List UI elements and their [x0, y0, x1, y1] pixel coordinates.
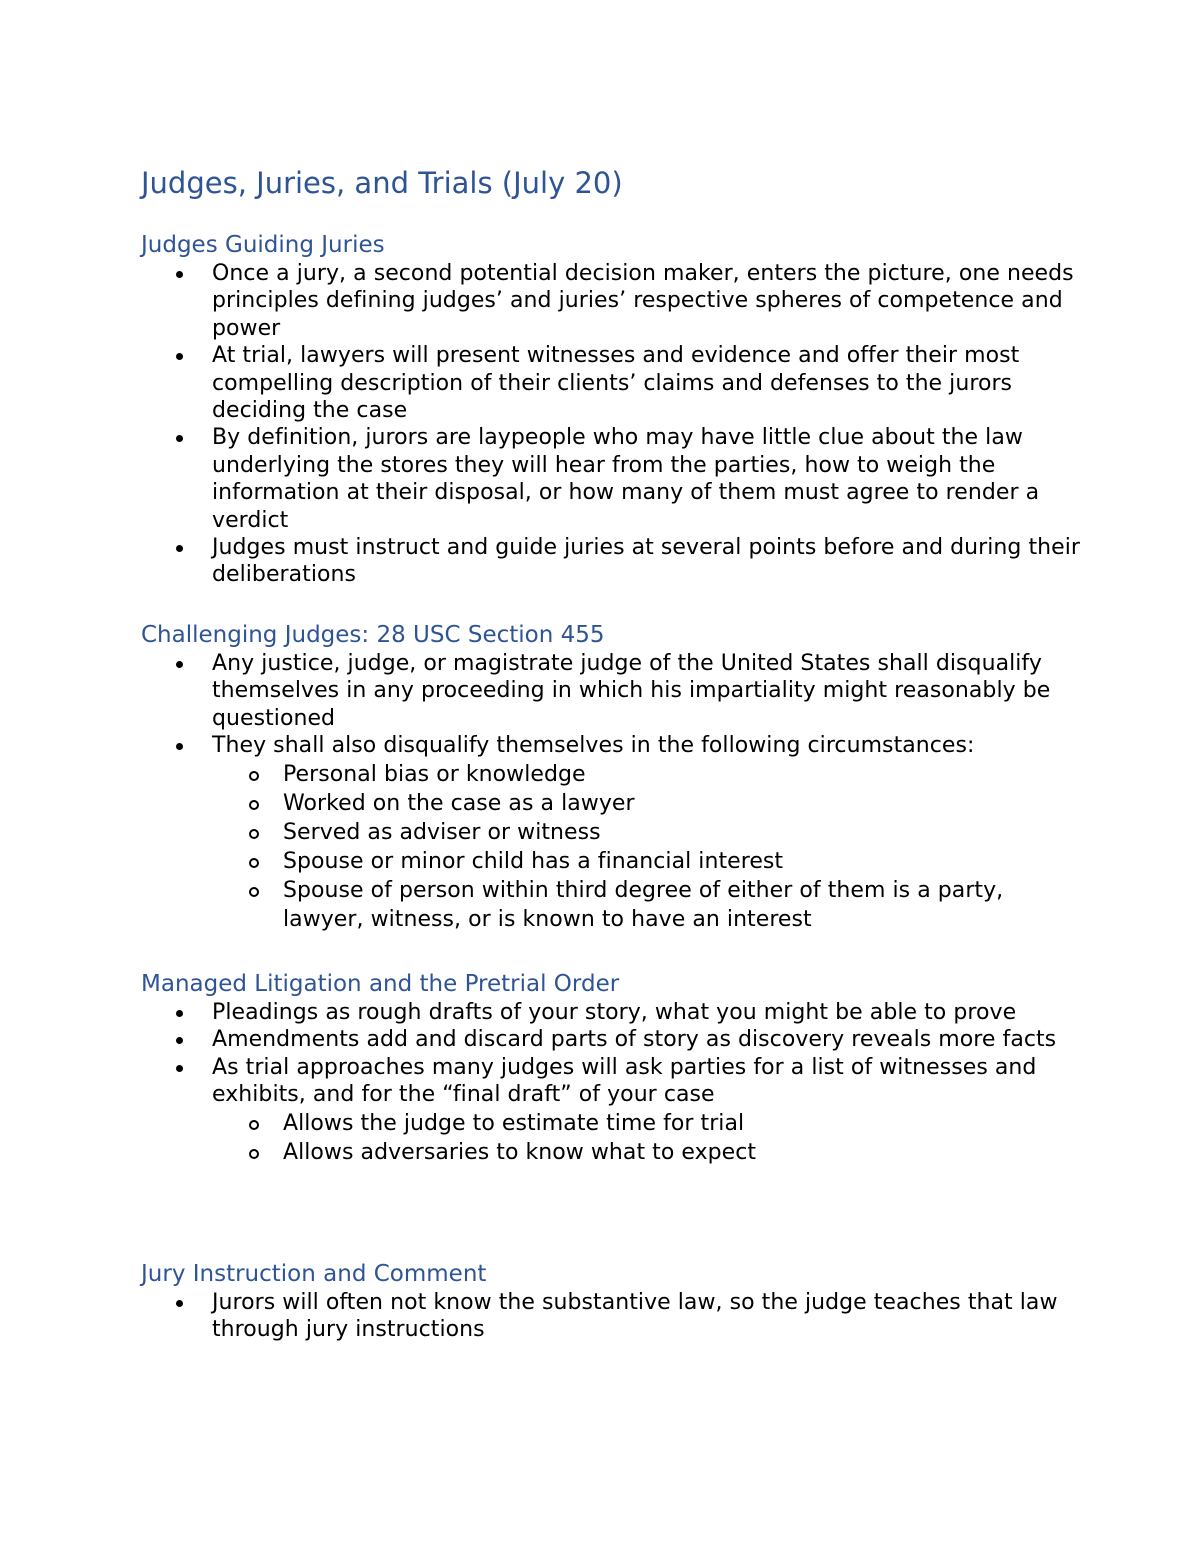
sub-list-item-text: Worked on the case as a lawyer: [283, 790, 635, 816]
sub-list-item-text: Personal bias or knowledge: [283, 761, 586, 787]
bullet-list: [141, 1289, 1081, 1344]
bullet-list: [141, 260, 1081, 589]
list-item: [141, 1054, 1081, 1167]
list-item: [141, 534, 1081, 589]
hollow-bullet-icon: [249, 829, 259, 839]
hollow-bullet-icon: [249, 1120, 259, 1130]
bullet-list: [141, 999, 1081, 1167]
sub-list-item: [212, 789, 1081, 818]
list-item-text: They shall also disqualify themselves in the following circumstances:: [212, 733, 975, 759]
list-item-text: Amendments add and discard parts of story as discovery reveals more facts: [212, 1027, 1057, 1053]
hollow-bullet-icon: [249, 1149, 259, 1159]
sub-list-item: [212, 876, 1081, 934]
list-item: [141, 424, 1081, 534]
list-item-text: Jurors will often not know the substantive law, so the judge teaches that law through jury instructions: [212, 1290, 1058, 1343]
section-heading: Jury Instruction and Comment: [141, 1261, 487, 1287]
bullet-icon: [176, 1010, 183, 1017]
list-item-text: Once a jury, a second potential decision maker, enters the picture, one needs principles defining judges’ and juries’ respective spheres of competence and power: [212, 261, 1074, 341]
sub-list-item: [212, 1109, 1081, 1138]
list-item: [141, 1289, 1081, 1344]
section-judges-guiding-juries: [141, 230, 1081, 589]
list-item-text: As trial approaches many judges will ask parties for a list of witnesses and exhibits, and for the “final draft” of your case: [212, 1054, 1037, 1108]
list-item: [141, 342, 1081, 424]
hollow-bullet-icon: [249, 858, 259, 868]
list-item: [141, 260, 1081, 342]
bullet-icon: [176, 1037, 183, 1044]
section-challenging-judges: [141, 620, 1081, 934]
bullet-icon: [176, 1065, 183, 1072]
hollow-bullet-icon: [249, 887, 259, 897]
list-item-text: At trial, lawyers will present witnesses and evidence and offer their most compelling description of their clients’ claims and defenses to the jurors deciding the case: [212, 343, 1020, 424]
list-item-text: Pleadings as rough drafts of your story, what you might be able to prove: [212, 1000, 1017, 1025]
sub-list-item-text: Spouse of person within third degree of either of them is a party, lawyer, witness, or is known to have an interest: [283, 877, 1004, 932]
list-item: [141, 650, 1081, 732]
sub-list-item: [212, 818, 1081, 847]
hollow-bullet-icon: [249, 800, 259, 810]
bullet-icon: [176, 743, 183, 750]
section-heading: Challenging Judges: 28 USC Section 455: [141, 622, 605, 648]
list-item-text: By definition, jurors are laypeople who may have little clue about the law underlying the stores they will hear from the parties, how to weigh the information at their disposal, or how many of them must agree to render a verdict: [212, 425, 1040, 533]
bullet-icon: [176, 271, 183, 278]
sub-list-item-text: Spouse or minor child has a financial interest: [283, 848, 784, 874]
sub-bullet-list: [212, 760, 1081, 934]
bullet-list: [141, 650, 1081, 934]
sub-list-item: [212, 760, 1081, 789]
bullet-icon: [176, 661, 183, 668]
list-item-text: Judges must instruct and guide juries at several points before and during their deliberations: [212, 535, 1080, 588]
sub-list-item-text: Allows adversaries to know what to expect: [283, 1139, 757, 1165]
list-item: [141, 1026, 1081, 1053]
bullet-icon: [176, 1300, 183, 1307]
sub-list-item-text: Served as adviser or witness: [283, 819, 601, 845]
sub-list-item: [212, 847, 1081, 876]
section-managed-litigation: [141, 969, 1081, 1167]
bullet-icon: [176, 545, 183, 552]
bullet-icon: [176, 353, 183, 360]
bullet-icon: [176, 435, 183, 442]
document-title: Judges, Juries, and Trials (July 20): [141, 166, 623, 200]
list-item: [141, 999, 1081, 1026]
section-heading: Judges Guiding Juries: [141, 232, 385, 258]
section-heading: Managed Litigation and the Pretrial Order: [141, 971, 620, 997]
list-item-text: Any justice, judge, or magistrate judge of the United States shall disqualify themselves in any proceeding in which his impartiality might reasonably be questioned: [212, 651, 1051, 731]
list-item: [141, 732, 1081, 933]
hollow-bullet-icon: [249, 771, 259, 781]
sub-list-item: [212, 1138, 1081, 1167]
sub-list-item-text: Allows the judge to estimate time for trial: [283, 1110, 745, 1136]
section-jury-instruction: [141, 1259, 1081, 1344]
sub-bullet-list: [212, 1109, 1081, 1167]
